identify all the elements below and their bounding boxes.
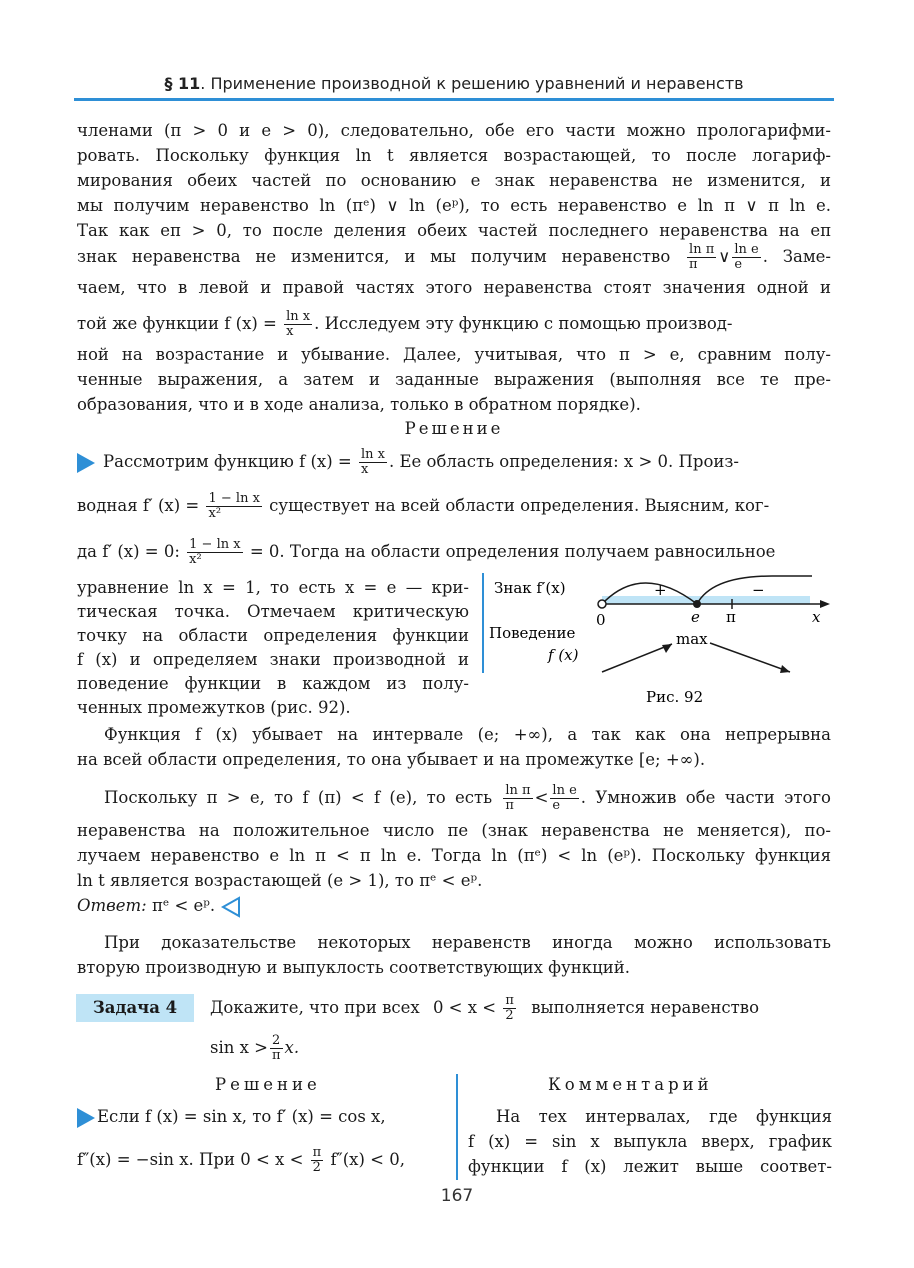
minus-sign: − [752,581,765,599]
right-column-line: f (x) = sin x выпукла вверх, график [468,1132,832,1151]
text-span: Рассмотрим функцию f (x) = [103,452,352,471]
numerator: ln π [505,783,531,798]
text-line-with-fraction [77,536,831,568]
denominator: x [286,324,294,339]
critical-point-e [693,600,701,608]
text-span: f″(x) = −sin x. При [77,1150,235,1169]
text-line: уравнение ln x = 1, то есть x = e — кри- [77,578,469,597]
solution-end-icon [220,896,242,918]
page-number: 167 [440,1186,474,1206]
left-column-heading: Решение [215,1075,321,1094]
denominator: e [734,257,743,272]
max-label: max [676,630,708,648]
text-span: да f′ (x) = 0: [77,542,180,561]
answer-line [77,895,831,918]
text-line: лучаем неравенство e ln π < π ln e. Тогда ln (πᵉ) < ln (eᵖ). Поскольку функция [77,846,831,865]
numerator: ln e [552,783,577,798]
text-span: Если f (x) = sin x, то f′ (x) = cos x, [97,1107,386,1126]
symbol: < [534,788,549,807]
text-line: ченных промежутков (рис. 92). [77,698,351,717]
text-line: ln t является возрастающей (e > 1), то πᵉ < eᵖ. [77,871,483,890]
axis-band [602,596,810,604]
denominator: 2 [505,1008,514,1023]
e-label: e [691,608,700,626]
text-line-with-fraction [77,241,831,273]
text-span: той же функции f (x) = [77,314,277,333]
running-header [76,74,832,93]
text-span: x. [284,1038,300,1057]
symbol: ∨ [718,247,731,266]
text-line: Функция f (x) убывает на интервале (e; +∞), а так как она непрерывна [104,725,831,744]
solution-start-icon [77,1108,95,1128]
answer-value: πᵉ < eᵖ. [146,896,216,915]
figure-divider [482,573,484,673]
text-span: = 0. Тогда на области определения получаем равносильное [244,542,776,561]
text-line: Так как eπ > 0, то после деления обеих частей последнего неравенства на eπ [77,221,831,240]
text-span: водная f′ (x) = [77,496,200,515]
right-column-line: На тех интервалах, где функция [496,1107,832,1126]
fraction [732,243,760,272]
header-rule [74,98,834,101]
text-line: При доказательстве некоторых неравенств иногда можно использовать [104,933,831,952]
fraction [359,448,387,477]
text-line: ровать. Поскольку функция ln t является возрастающей, то после логариф- [77,146,831,165]
numerator: ln π [689,242,715,257]
task-label: Задача 4 [76,994,194,1022]
text-line: f (x) и определяем знаки производной и [77,650,469,669]
fraction [503,784,532,813]
solution-start-icon [77,453,95,473]
text-span: 0 < x < [240,1150,304,1169]
axis-arrow-icon [820,600,830,608]
text-span: Поскольку π > e, то f (π) < f (e), то есть [104,788,493,807]
sign-label: Знак f′(x) [494,579,566,597]
section-title: . Применение производной к решению уравнений и неравенств [200,74,744,93]
text-line: ной на возрастание и убывание. Далее, учитывая, что π > e, сравним полу- [77,345,831,364]
denominator: π [272,1048,281,1063]
denominator: 2 [312,1160,321,1175]
text-line: членами (π > 0 и e > 0), следовательно, обе его части можно прологарифми- [77,121,831,140]
column-divider [456,1074,458,1180]
text-line: чаем, что в левой и правой частях этого неравенства стоят значения одной и [77,278,831,297]
denominator: x² [208,506,222,521]
task-inequality [210,1030,510,1066]
text-span: знак неравенства не изменится, и мы получим неравенство [77,247,671,266]
text-line: образования, что и в ходе анализа, только в обратном порядке). [77,395,641,414]
text-line: на всей области определения, то она убывает и на промежутке [e; +∞). [77,750,706,769]
text-line: точку на области определения функции [77,626,469,645]
open-point-zero [598,600,606,608]
task-text [210,990,832,1026]
behavior-label: Поведение [489,624,576,642]
fraction [187,538,242,567]
text-line: поведение функции в каждом из полу- [77,674,469,693]
text-line: вторую производную и выпуклость соответствующих функций. [77,958,630,977]
right-column-heading: Комментарий [548,1075,713,1094]
denominator: e [552,798,561,813]
fraction [503,994,516,1023]
denominator: x [360,462,369,477]
numerator: π [312,1145,322,1160]
decrease-arrow [710,643,790,672]
text-span: . Исследуем эту функцию с помощью производ- [314,314,733,333]
text-span: существует на всей области определения. Выясним, ког- [263,496,770,515]
text-span: . Заме- [762,247,832,266]
text-span: f″(x) < 0, [330,1150,405,1169]
text-line-with-fraction [77,490,831,522]
numerator: ln e [734,242,759,257]
text-line: мы получим неравенство ln (πᵉ) ∨ ln (eᵖ), то есть неравенство e ln π ∨ π ln e. [77,196,831,215]
fraction [311,1146,324,1175]
text-span: sin x > [210,1038,268,1057]
x-label: x [812,608,821,626]
fraction [270,1034,283,1063]
text-line-with-fraction [104,782,831,814]
text-span: выполняется неравенство [531,998,760,1017]
left-column-line [77,1106,447,1128]
solution-heading: Решение [404,419,504,438]
zero-label: 0 [596,611,606,629]
pi-label: π [726,608,736,626]
increase-arrow [602,644,672,672]
right-column-line: функции f (x) лежит выше соответ- [468,1157,832,1176]
fraction [206,492,261,521]
numerator: ln x [360,447,385,462]
text-line: тическая точка. Отмечаем критическую [77,602,469,621]
fraction [550,784,578,813]
text-span: Докажите, что при всех [210,998,420,1017]
text-line: ченные выражения, а затем и заданные выражения (выполняя все те пре- [77,370,831,389]
text-line: неравенства на положительное число πe (знак неравенства не меняется), по- [77,821,831,840]
fraction [284,310,312,339]
numerator: ln x [286,309,311,324]
arrow-head-icon [780,665,790,673]
sign-diagram [486,566,836,706]
plus-sign: + [654,581,667,599]
fraction [687,243,716,272]
text-line-with-fraction [77,308,831,340]
behavior-function-label: f (x) [548,646,579,664]
section-number: § 11 [164,74,201,93]
figure-caption: Рис. 92 [646,688,704,706]
answer-label: Ответ: [77,896,147,915]
arrow-head-icon [662,644,672,653]
denominator: x² [189,552,202,567]
inequality: 0 < x < [432,998,497,1017]
text-span: . Умножив обе части этого [580,788,831,807]
text-line: мирования обеих частей по основанию e знак неравенства не изменится, и [77,171,831,190]
numerator: 1 − ln x [189,537,241,552]
denominator: π [505,798,514,813]
numerator: 2 [270,1034,283,1049]
numerator: π [505,993,514,1008]
text-span: . Ее область определения: x > 0. Произ- [388,452,739,471]
numerator: 1 − ln x [208,491,260,506]
denominator: π [689,257,698,272]
text-line-with-fraction [77,446,831,478]
left-column-line [77,1144,447,1176]
